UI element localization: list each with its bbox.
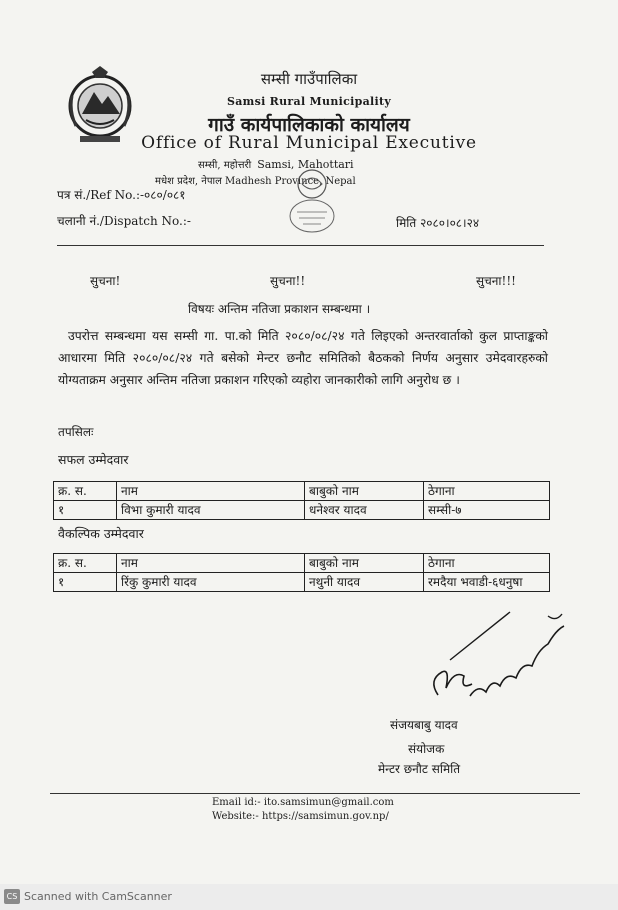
details-label: तपसिलः [58,425,94,439]
table-row [54,501,550,520]
table-cell: १ [54,501,117,520]
address-english: Samsi, Mahottari [257,158,354,171]
notice-label-2: सुचना!! [270,274,306,288]
header-divider [57,245,544,246]
address-line-2: मधेश प्रदेश, नेपाल Madhesh Province, Nepal [155,176,356,187]
address-nepali: सम्सी, महोत्तरी [198,160,252,171]
notice-label-1: सुचना! [90,274,121,288]
handwritten-signature [420,600,570,710]
table-cell: विभा कुमारी यादव [117,501,305,520]
table-header-row [54,482,550,501]
footer-email: Email id:- ito.samsimun@gmail.com [212,797,394,808]
ref-number [57,186,186,203]
table-cell: नथुनी यादव [305,573,424,592]
table-cell: सम्सी-७ [424,501,550,520]
notice-label-3: सुचना!!! [476,274,516,288]
date-label: मिति [396,216,417,230]
column-header: क्र. स. [54,482,117,501]
column-header: ठेगाना [424,482,550,501]
office-name-english: Office of Rural Municipal Executive [141,133,477,153]
municipality-name-nepali: सम्सी गाउँपालिका [260,70,358,88]
table-row [54,573,550,592]
column-header: ठेगाना [424,554,550,573]
dispatch-label: चलानी नं./Dispatch No.:- [57,214,191,228]
alternate-candidates-table [53,553,550,592]
footer-website: Website:- https://samsimun.gov.np/ [212,811,389,822]
successful-candidates-table [53,481,550,520]
scanner-watermark-text: Scanned with CamScanner [24,890,172,903]
municipality-name-english: Samsi Rural Municipality [226,95,392,108]
signatory-committee: मेन्टर छनौट समिति [378,762,461,776]
column-header: बाबुको नाम [305,482,424,501]
subject-line: विषयः अन्तिम नतिजा प्रकाशन सम्बन्धमा । [188,302,371,316]
column-header: नाम [117,554,305,573]
ref-value: -०८०/०८१ [140,188,186,202]
table-cell: रिंकु कुमारी यादव [117,573,305,592]
footer-divider [50,793,580,794]
column-header: क्र. स. [54,554,117,573]
column-header: नाम [117,482,305,501]
office-name-nepali: गाउँ कार्यपालिकाको कार्यालय [208,114,410,136]
table-cell: रमदैया भवाडी-६धनुषा [424,573,550,592]
signatory-name: संजयबाबु यादव [390,718,458,732]
letter-date [396,214,479,231]
alternate-candidates-heading: वैकल्पिक उम्मेदवार [58,526,144,541]
table-cell: धनेश्वर यादव [305,501,424,520]
ref-label: पत्र सं./Ref No.: [57,188,140,202]
successful-candidates-heading: सफल उम्मेदवार [58,452,129,467]
table-cell: १ [54,573,117,592]
office-stamp [283,164,341,236]
column-header: बाबुको नाम [305,554,424,573]
body-paragraph: उपरोत्त सम्बन्धमा यस सम्सी गा. पा.को मिति २०८०/०८/२४ गते लिइएको अन्तरवार्ताको कुल प्राप्ताङ्कको आधारमा मिति २०८०/०८/२४ गते बसेको मेन्टर छनौट समितिको बैठकको निर्णय अनुसार उमेदवारहरुको योग्यताक्रम अनुसार अन्तिम नतिजा प्रकाशन गरिएको व्यहोरा जानकारीको लागि अनुरोध छ । [58,329,548,387]
camscanner-logo-icon: CS [4,889,20,904]
table-header-row [54,554,550,573]
date-value: २०८०।०८।२४ [420,216,480,230]
signatory-role: संयोजक [408,742,445,756]
